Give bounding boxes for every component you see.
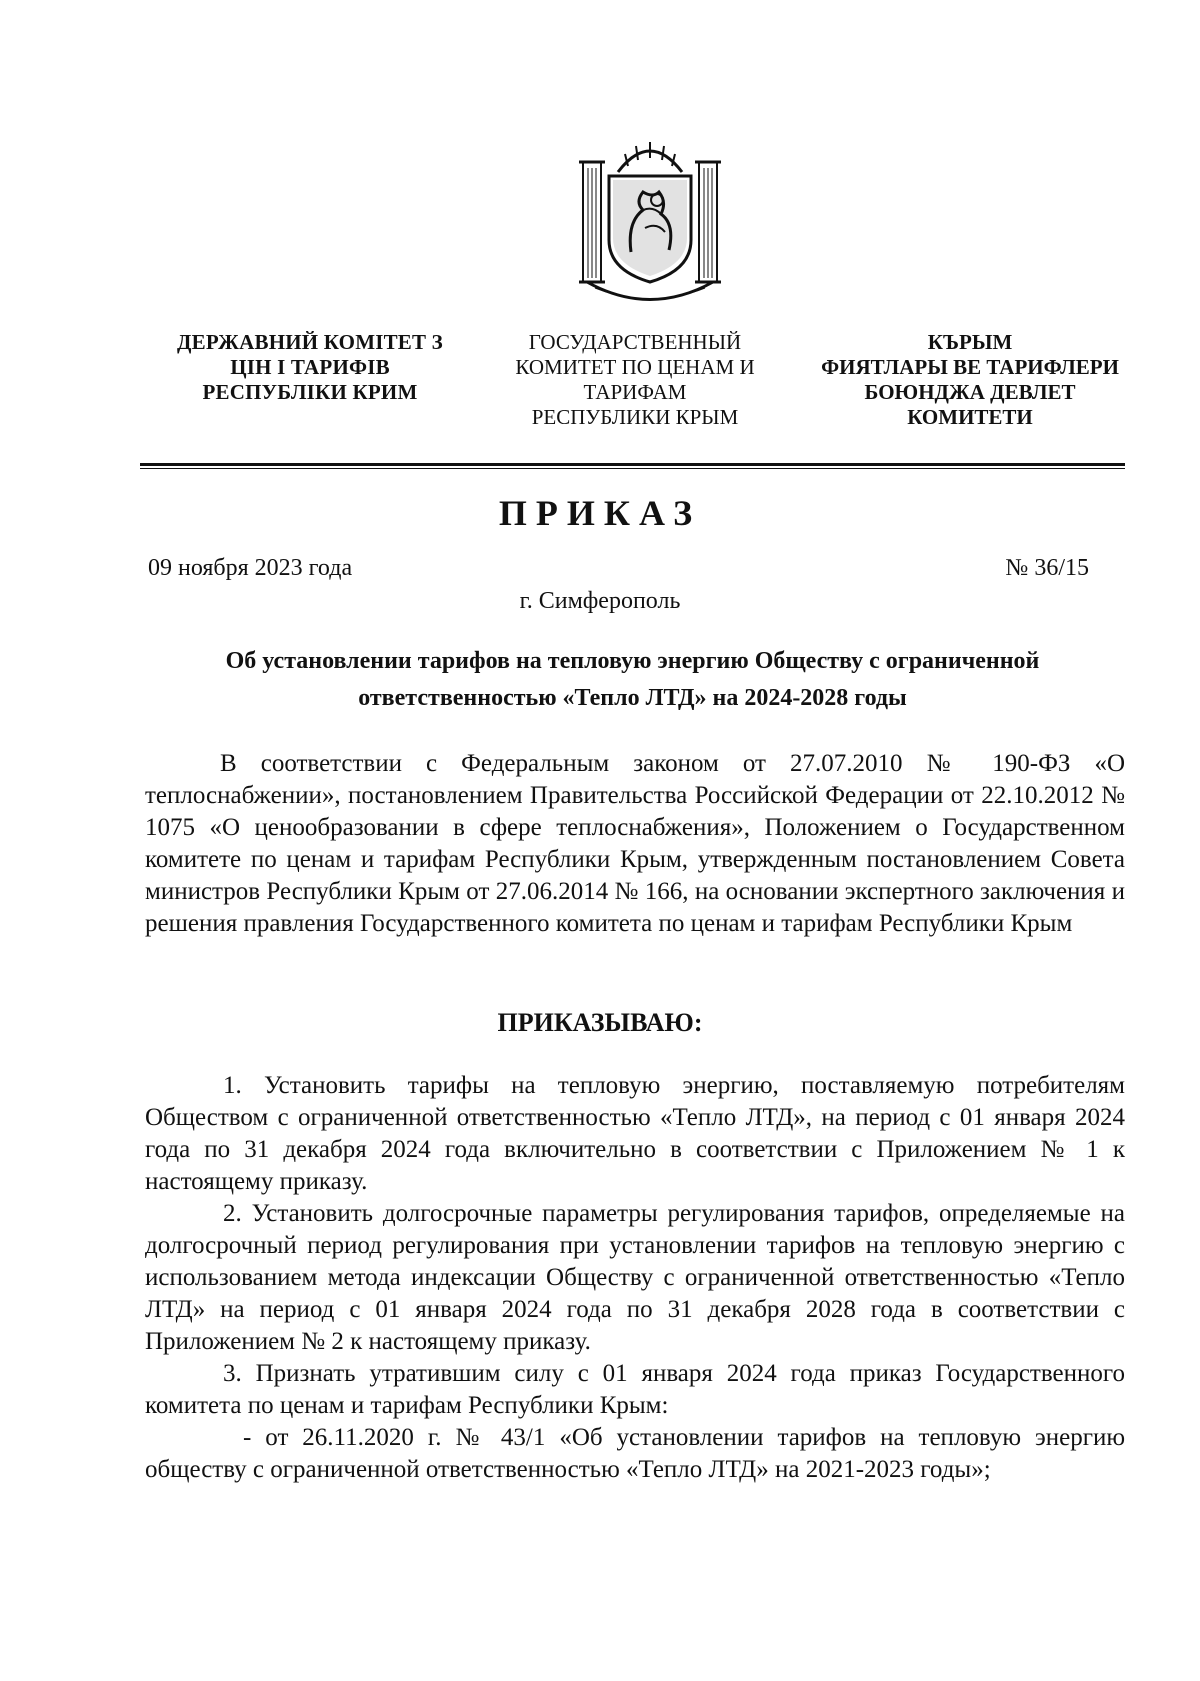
header-crimean-tatar: КЪРЫМ ФИЯТЛАРЫ ВЕ ТАРИФЛЕРИ БОЮНДЖА ДЕВЛЕТ КОМИТЕТИ bbox=[821, 330, 1119, 429]
header-divider-thin bbox=[140, 468, 1125, 469]
preamble bbox=[145, 748, 1125, 940]
header-russian: ГОСУДАРСТВЕННЫЙ КОМИТЕТ ПО ЦЕНАМ И ТАРИФАМ РЕСПУБЛИКИ КРЫМ bbox=[515, 330, 755, 429]
document-title: ПРИКАЗ bbox=[498, 493, 702, 533]
order-date: 09 ноября 2023 года bbox=[148, 555, 353, 581]
order-items bbox=[145, 1070, 1125, 1486]
order-number: № 36/15 bbox=[1005, 555, 1089, 581]
header-divider bbox=[140, 463, 1125, 466]
preamble-text: В соответствии с Федеральным законом от 27.07.2010 № 190-ФЗ «О теплоснабжении», постановлением Правительства Российской Федерации от 22.10.2012 № 1075 «О ценообразовании в сфере теплоснабжения», Положением о Государственном комитете по ценам и тарифам Республики Крым, утвержденным постановлением Совета министров Республики Крым от 27.06.2014 № 166, на основании экспертного заключения и решения правления Государственного комитета по ценам и тарифам Республики Крым bbox=[145, 750, 1125, 937]
order-subject: Об установлении тарифов на тепловую энергию Обществу с ограниченной ответственностью «Тепло ЛТД» на 2024-2028 годы bbox=[225, 648, 1040, 711]
order-directive: ПРИКАЗЫВАЮ: bbox=[497, 1008, 703, 1037]
order-item: 1. Установить тарифы на тепловую энергию, поставляемую потребителям Обществом с ограниченной ответственностью «Тепло ЛТД», на период с 01 января 2024 года по 31 декабря 2024 года включительно в соответствии с Приложением № 1 к настоящему приказу. bbox=[145, 1072, 1125, 1195]
order-item: 3. Признать утратившим силу с 01 января 2024 года приказ Государственного комитета по ценам и тарифам Республики Крым: bbox=[145, 1360, 1125, 1419]
header-ukrainian: ДЕРЖАВНИЙ КОМІТЕТ З ЦІН І ТАРИФІВ РЕСПУБЛІКИ КРИМ bbox=[177, 330, 443, 404]
order-city: г. Симферополь bbox=[519, 588, 681, 614]
order-subitem: - от 26.11.2020 г. № 43/1 «Об установлении тарифов на тепловую энергию обществу с ограниченной ответственностью «Тепло ЛТД» на 2021-2023 годы»; bbox=[145, 1424, 1125, 1483]
order-item: 2. Установить долгосрочные параметры регулирования тарифов, определяемые на долгосрочный период регулирования при установлении тарифов на тепловую энергию с использованием метода индексации Обществу с ограниченной ответственностью «Тепло ЛТД» на период с 01 января 2024 года по 31 декабря 2028 года в соответствии с Приложением № 2 к настоящему приказу. bbox=[145, 1200, 1125, 1355]
crimea-coat-of-arms-icon bbox=[573, 132, 727, 302]
